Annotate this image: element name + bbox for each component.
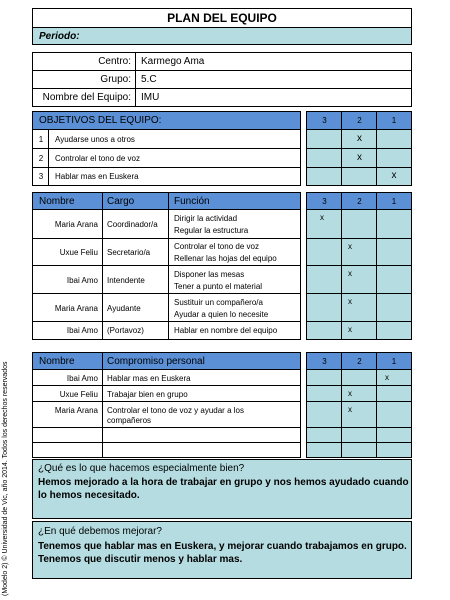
info-label-equipo: Nombre del Equipo: xyxy=(42,92,131,103)
objective-text: Ayudarse unos a otros xyxy=(55,135,135,144)
role-funcion-1: Sustituir un compañero/a xyxy=(174,298,263,307)
objective-mark: x xyxy=(357,152,362,163)
role-funcion-1: Disponer las mesas xyxy=(174,270,245,279)
role-name: Maria Arana xyxy=(54,304,98,313)
review-question-2: ¿En qué debemos mejorar? xyxy=(38,526,162,537)
review-answer-2-line-1: Tenemos que hablar mas en Euskera, y mejorar cuando trabajamos en grupo. xyxy=(38,541,407,552)
role-cargo: Secretario/a xyxy=(107,248,151,257)
commitment-text: Hablar mas en Euskera xyxy=(107,374,191,383)
role-mark: x xyxy=(348,297,352,306)
role-cargo: Coordinador/a xyxy=(107,220,158,229)
commitment-text: Controlar el tono de voz y ayudar a los xyxy=(107,406,244,415)
score-header-3: 3 xyxy=(322,116,327,125)
role-funcion-1: Hablar en nombre del equipo xyxy=(174,326,278,335)
objective-num: 1 xyxy=(38,135,44,144)
info-label-centro: Centro: xyxy=(98,56,131,67)
score-header-2: 2 xyxy=(357,357,362,366)
period-label: Periodo: xyxy=(39,31,80,42)
commitments-header-compromiso: Compromiso personal xyxy=(107,356,205,367)
review-answer-2-line-2: Tenemos que discutir menos y hablar mas. xyxy=(38,554,243,565)
roles-header-cargo: Cargo xyxy=(107,196,135,207)
info-value-centro: Karmego Ama xyxy=(141,56,205,67)
score-header-3: 3 xyxy=(322,357,327,366)
period-row xyxy=(32,27,412,45)
copyright-note: (Modelo 2) © Universidad de Vic, año 2014. Todos los derechos reservados xyxy=(2,361,9,596)
score-header-3: 3 xyxy=(322,197,327,206)
score-header-1: 1 xyxy=(391,116,397,125)
commitment-name: Ibai Amo xyxy=(66,374,98,383)
commitment-mark: x xyxy=(348,389,352,398)
score-header-1: 1 xyxy=(391,197,397,206)
role-cargo: Intendente xyxy=(107,276,145,285)
roles-score-grid xyxy=(306,192,412,340)
role-mark: x xyxy=(348,325,352,334)
review-answer-1-line-2: lo hemos necesitado. xyxy=(38,490,140,501)
role-name: Maria Arana xyxy=(54,220,98,229)
role-funcion-2: Tener a punto el material xyxy=(174,282,263,291)
role-name: Ibai Amo xyxy=(66,326,98,335)
objective-text: Controlar el tono de voz xyxy=(55,154,140,163)
role-funcion-1: Controlar el tono de voz xyxy=(174,242,259,251)
role-cargo: Ayudante xyxy=(107,304,141,313)
review-question-1: ¿Qué es lo que hacemos especialmente bien? xyxy=(38,463,245,474)
objective-text: Hablar mas en Euskera xyxy=(55,172,139,181)
objective-mark: x xyxy=(391,170,397,181)
commitments-table xyxy=(32,352,301,458)
commitment-text: Trabajar bien en grupo xyxy=(107,390,188,399)
role-name: Ibai Amo xyxy=(66,276,98,285)
commitment-mark: x xyxy=(385,373,389,382)
role-cargo: (Portavoz) xyxy=(107,326,144,335)
role-name: Uxue Feliu xyxy=(59,248,98,257)
score-header-2: 2 xyxy=(357,116,362,125)
role-mark: x xyxy=(348,242,352,251)
role-mark: x xyxy=(320,213,324,222)
objective-num: 2 xyxy=(38,154,44,163)
info-table xyxy=(32,52,412,107)
role-funcion-1: Dirigir la actividad xyxy=(174,214,238,223)
info-value-grupo: 5.C xyxy=(141,74,157,85)
commitment-mark: x xyxy=(348,405,352,414)
roles-header-nombre: Nombre xyxy=(39,196,75,207)
role-mark: x xyxy=(348,269,352,278)
objectives-table xyxy=(32,111,301,186)
objectives-score-grid xyxy=(306,111,412,186)
score-header-1: 1 xyxy=(391,357,397,366)
review-box-improve xyxy=(32,521,412,579)
score-header-2: 2 xyxy=(357,197,362,206)
objective-mark: x xyxy=(357,133,362,144)
commitment-name: Maria Arana xyxy=(54,406,98,415)
commitments-header-nombre: Nombre xyxy=(39,356,75,367)
commitment-name: Uxue Feliu xyxy=(59,390,98,399)
role-funcion-2: Rellenar las hojas del equipo xyxy=(174,254,277,263)
title-box xyxy=(32,8,412,27)
commitment-text-2: compañeros xyxy=(107,416,152,425)
commitments-score-grid xyxy=(306,352,412,458)
role-funcion-2: Ayudar a quien lo necesite xyxy=(174,310,269,319)
review-box-strengths xyxy=(32,459,412,519)
info-value-equipo: IMU xyxy=(141,92,160,103)
objectives-header: OBJETIVOS DEL EQUIPO: xyxy=(39,115,162,126)
objective-num: 3 xyxy=(38,172,44,181)
roles-table xyxy=(32,192,301,340)
review-answer-1-line-1: Hemos mejorado a la hora de trabajar en grupo y nos hemos ayudado cuando xyxy=(38,477,409,488)
page-title: PLAN DEL EQUIPO xyxy=(167,11,277,25)
info-label-grupo: Grupo: xyxy=(100,74,131,85)
roles-header-funcion: Función xyxy=(174,196,210,207)
role-funcion-2: Regular la estructura xyxy=(174,226,249,235)
